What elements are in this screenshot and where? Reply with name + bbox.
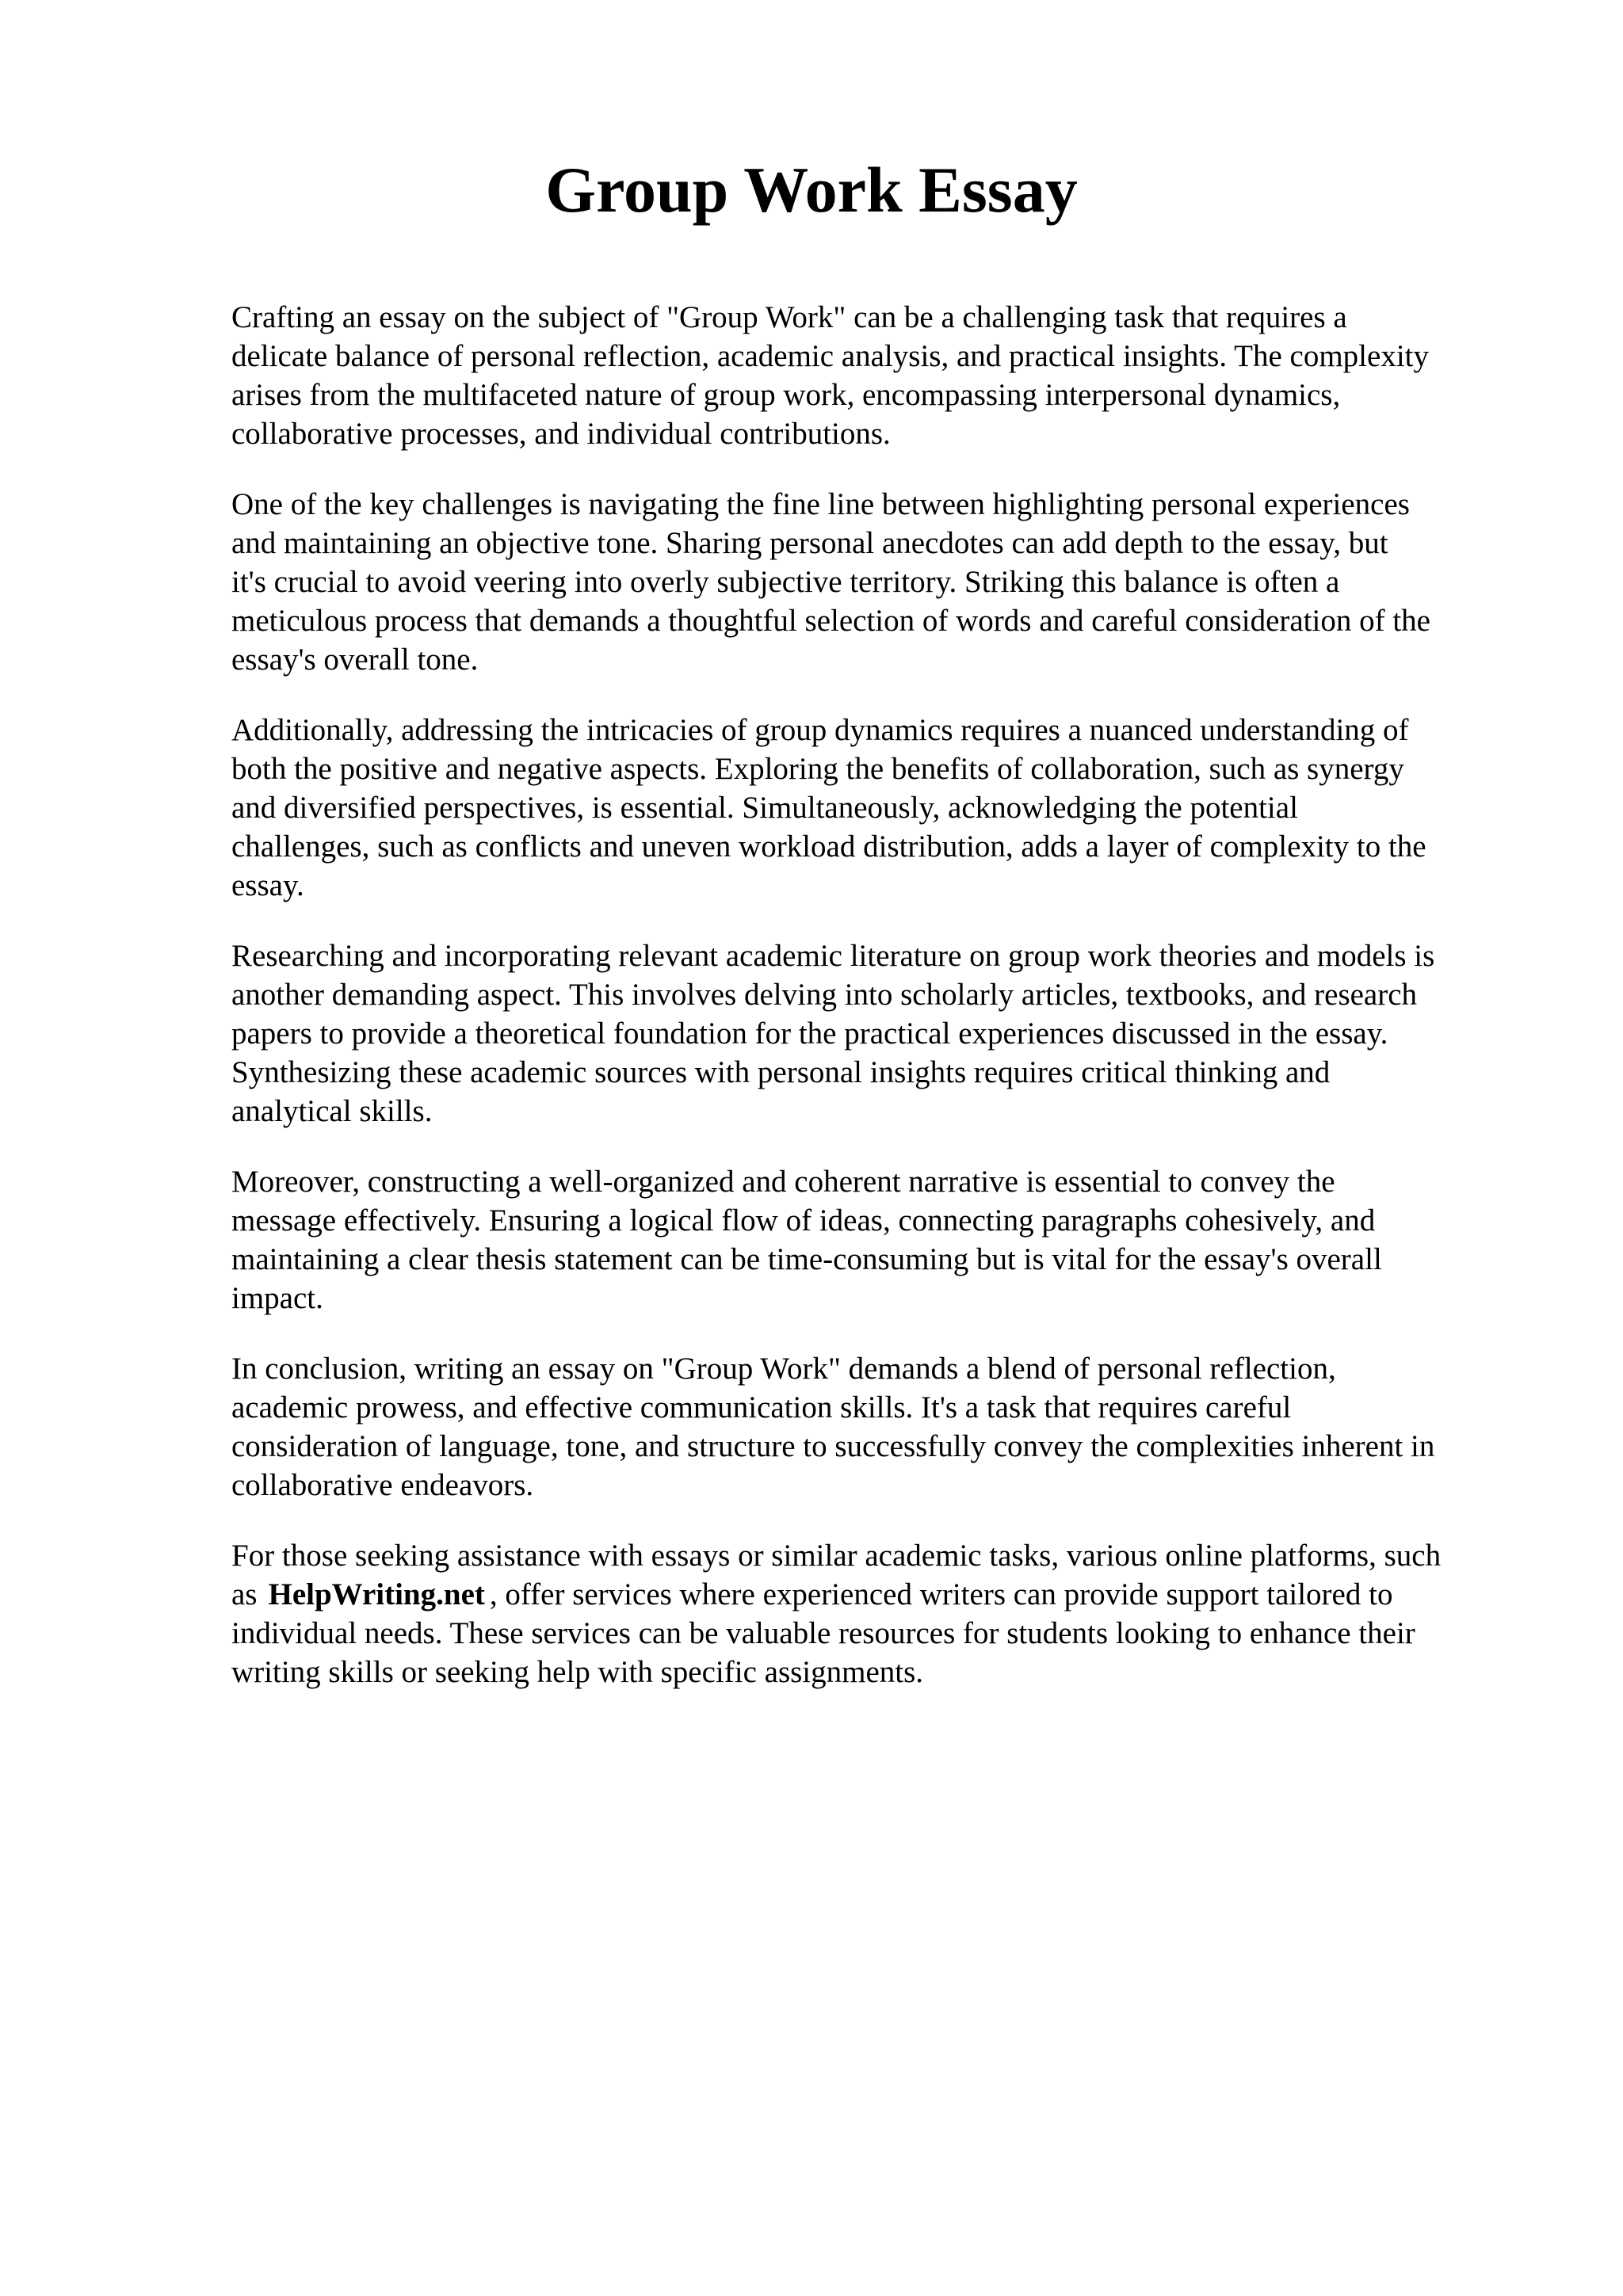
essay-paragraph — [231, 1349, 1531, 1505]
line-text: Researching and incorporating relevant academic literature on group work theories and models is — [231, 939, 1435, 973]
essay-body — [231, 298, 1531, 1723]
line-text: Additionally, addressing the intricacies of group dynamics requires a nuanced understanding of — [231, 713, 1409, 747]
line-text: arises from the multifaceted nature of group work, encompassing interpersonal dynamics, — [231, 378, 1341, 412]
line-text: it's crucial to avoid veering into overly subjective territory. Striking this balance is often a — [231, 565, 1340, 599]
line-text: papers to provide a theoretical foundation for the practical experiences discussed in the essay. — [231, 1016, 1388, 1051]
line-text: essay's overall tone. — [231, 643, 479, 677]
line-text: and maintaining an objective tone. Sharing personal anecdotes can add depth to the essay, but — [231, 526, 1388, 560]
line-text: and diversified perspectives, is essential. Simultaneously, acknowledging the potential — [231, 791, 1298, 825]
line-text: as — [231, 1577, 258, 1611]
line-text: academic prowess, and effective communication skills. It's a task that requires careful — [231, 1390, 1292, 1425]
line-text: essay. — [231, 868, 304, 902]
page-title: Group Work Essay — [545, 154, 1078, 226]
line-text: Moreover, constructing a well-organized and coherent narrative is essential to convey the — [231, 1165, 1335, 1199]
line-text: In conclusion, writing an essay on "Group Work" demands a blend of personal reflection, — [231, 1352, 1336, 1386]
line-text: writing skills or seeking help with specific assignments. — [231, 1655, 924, 1689]
line-text: consideration of language, tone, and structure to successfully convey the complexities inherent in — [231, 1429, 1435, 1463]
line-text: meticulous process that demands a thoughtful selection of words and careful consideration of the — [231, 604, 1430, 638]
line-text: analytical skills. — [231, 1094, 433, 1128]
line-text: delicate balance of personal reflection, academic analysis, and practical insights. The complexity — [231, 339, 1430, 373]
line-text: another demanding aspect. This involves delving into scholarly articles, textbooks, and research — [231, 978, 1418, 1012]
helpwriting-link[interactable]: HelpWriting.net — [268, 1577, 485, 1611]
line-text: collaborative processes, and individual contributions. — [231, 417, 891, 451]
line-text: , offer services where experienced writers can provide support tailored to — [489, 1577, 1393, 1611]
essay-paragraph — [231, 1162, 1531, 1318]
line-text: impact. — [231, 1281, 323, 1315]
final-paragraph — [231, 1536, 1531, 1691]
line-text: individual needs. These services can be valuable resources for students looking to enhance their — [231, 1616, 1415, 1650]
line-text: maintaining a clear thesis statement can be time-consuming but is vital for the essay's overall — [231, 1242, 1382, 1276]
line-text: collaborative endeavors. — [231, 1468, 534, 1502]
line-text: One of the key challenges is navigating the fine line between highlighting personal experiences — [231, 487, 1410, 521]
essay-paragraph — [231, 936, 1531, 1131]
paragraph-list — [231, 298, 1531, 1505]
essay-paragraph — [231, 298, 1531, 453]
line-text: Synthesizing these academic sources with personal insights requires critical thinking and — [231, 1055, 1331, 1089]
line-text: challenges, such as conflicts and uneven workload distribution, adds a layer of complexity to the — [231, 830, 1426, 864]
line-text: both the positive and negative aspects. Exploring the benefits of collaboration, such as synergy — [231, 752, 1404, 786]
line-text: For those seeking assistance with essays or similar academic tasks, various online platforms, such — [231, 1539, 1442, 1573]
line-text: message effectively. Ensuring a logical flow of ideas, connecting paragraphs cohesively, and — [231, 1203, 1376, 1238]
essay-paragraph — [231, 485, 1531, 679]
essay-paragraph — [231, 711, 1531, 905]
line-text: Crafting an essay on the subject of "Group Work" can be a challenging task that requires a — [231, 300, 1347, 334]
